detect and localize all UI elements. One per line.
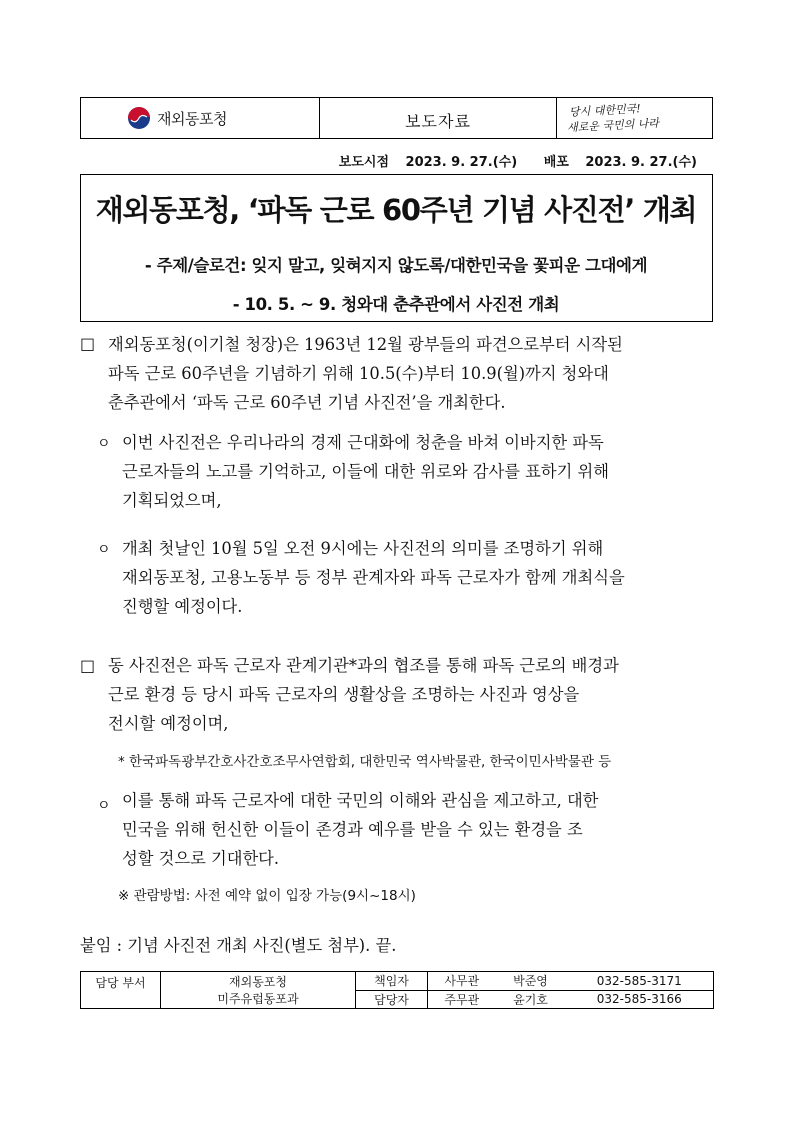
phone-cell: 032-585-3171	[566, 972, 714, 991]
paragraph-2	[108, 651, 619, 738]
role-cell: 책임자	[356, 972, 428, 991]
subtitle-slogan: - 주제/슬로건: 잊지 말고, 잊혀지지 않도록/대한민국을 꽃피운 그대에게	[144, 256, 648, 275]
dept-name-line2: 미주유럽동포과	[217, 992, 299, 1006]
table-row	[81, 972, 714, 991]
circle-bullet-icon: ㅇ	[97, 798, 111, 814]
footnote: * 한국파독광부간호사간호조무사연합회, 대한민국 역사박물관, 한국이민사박물관 등	[118, 754, 612, 770]
paragraph-line: 재외동포청, 고용노동부 등 정부 관계자와 파독 근로자가 함께 개최식을	[122, 568, 625, 587]
doc-type-label: 보도자료	[405, 112, 471, 131]
slogan-line1: 당시 대한민국!	[568, 102, 642, 119]
paragraph-line: 전시할 예정이며,	[108, 714, 229, 733]
square-bullet-icon: □	[80, 656, 96, 675]
paragraph-line: 동 사진전은 파독 근로자 관계기관*과의 협조를 통해 파독 근로의 배경과	[108, 656, 619, 675]
slogan-cell	[556, 98, 712, 138]
circle-bullet-icon: ㅇ	[97, 542, 111, 558]
paragraph-line: 개최 첫날인 10월 5일 오전 9시에는 사진전의 의미를 조명하기 위해	[122, 539, 604, 558]
paragraph-line: 민국을 위해 헌신한 이들이 존경과 예우를 받을 수 있는 환경을 조	[122, 820, 583, 839]
paragraph-1a	[122, 428, 609, 515]
header-box	[80, 97, 713, 139]
viewing-info: ※ 관람방법: 사전 예약 없이 입장 가능(9시~18시)	[118, 888, 416, 904]
release-info	[339, 151, 697, 170]
paragraph-line: 재외동포청(이기철 청장)은 1963년 12월 광부들의 파견으로부터 시작된	[108, 335, 623, 354]
distribution-label: 배포	[543, 155, 569, 170]
paragraph-line: 진행할 예정이다.	[122, 597, 243, 616]
distribution-date: 2023. 9. 27.(수)	[585, 155, 697, 170]
contact-table	[80, 971, 714, 1009]
square-bullet-icon: □	[80, 334, 96, 353]
attachment-note: 붙임 : 기념 사진전 개최 사진(별도 첨부). 끝.	[80, 936, 397, 955]
paragraph-1b	[122, 534, 625, 621]
paragraph-line: 파독 근로 60주년을 기념하기 위해 10.5(수)부터 10.9(월)까지 청와대	[108, 364, 609, 383]
subtitle-schedule: - 10. 5. ~ 9. 청와대 춘추관에서 사진전 개최	[232, 295, 560, 314]
title-box	[80, 174, 713, 322]
paragraph-line: 이번 사진전은 우리나라의 경제 근대화에 청춘을 바쳐 이바지한 파독	[122, 433, 604, 452]
rank-cell: 주무관	[428, 990, 496, 1009]
dept-name-line1: 재외동포청	[229, 975, 287, 989]
dept-name-cell	[161, 972, 356, 1009]
paragraph-2a	[122, 786, 598, 873]
rank-cell: 사무관	[428, 972, 496, 991]
name-cell: 박준영	[496, 972, 566, 991]
agency-cell	[81, 98, 320, 138]
page-title: 재외동포청, ‘파독 근로 60주년 기념 사진전’ 개최	[95, 193, 697, 227]
role-cell: 담당자	[356, 990, 428, 1009]
paragraph-1	[108, 330, 623, 417]
paragraph-line: 이를 통해 파독 근로자에 대한 국민의 이해와 관심을 제고하고, 대한	[122, 791, 599, 810]
paragraph-line: 근로 환경 등 당시 파독 근로자의 생활상을 조명하는 사진과 영상을	[108, 685, 580, 704]
dept-label-cell: 담당 부서	[81, 972, 161, 1009]
paragraph-line: 성할 것으로 기대한다.	[122, 849, 280, 868]
circle-bullet-icon: ㅇ	[97, 436, 111, 452]
phone-cell: 032-585-3166	[566, 990, 714, 1009]
release-date: 2023. 9. 27.(수)	[405, 155, 518, 170]
agency-logo-icon	[127, 106, 151, 130]
release-label: 보도시점	[338, 155, 389, 170]
paragraph-line: 기획되었으며,	[122, 491, 222, 510]
paragraph-line: 근로자들의 노고를 기억하고, 이들에 대한 위로와 감사를 표하기 위해	[122, 462, 609, 481]
name-cell: 윤기호	[496, 990, 566, 1009]
paragraph-line: 춘추관에서 ‘파독 근로 60주년 기념 사진전’을 개최한다.	[108, 393, 506, 412]
slogan-line2: 새로운 국민의 나라	[566, 116, 660, 135]
agency-name: 재외동포청	[157, 110, 227, 128]
